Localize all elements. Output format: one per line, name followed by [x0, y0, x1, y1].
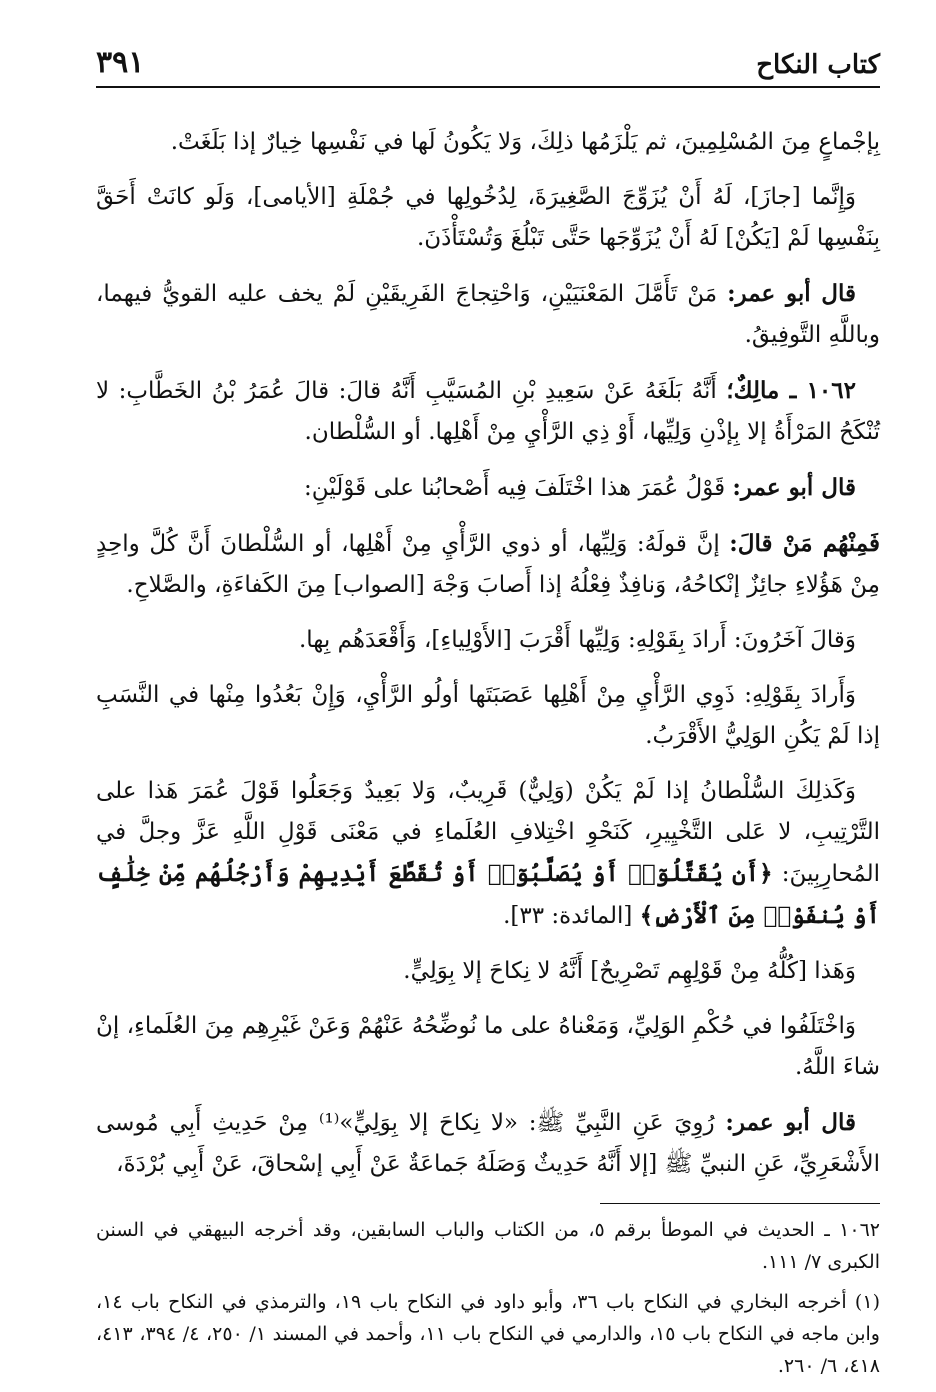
paragraph-text: وَهَذا [كُلُّهُ مِنْ قَوْلِهِم تَصْرِيحٌ] أَنَّهُ لا نِكاحَ إلا بِوَلِيٍّ. [403, 958, 856, 984]
paragraph [96, 523, 880, 606]
paragraph [96, 771, 880, 937]
book-title: كتاب النكاح [756, 50, 880, 80]
quran-verse: ﴿أَن يُقَتَّلُوٓا۟ أَوْ يُصَلَّبُوٓا۟ أَوْ تُقَطَّعَ أَيْدِيهِمْ وَأَرْجُلُهُم مِّنْ خِلَٰفٍ أَوْ يُنفَوْا۟ مِنَ ٱلْأَرْضِ﴾ [96, 860, 880, 929]
paragraph [96, 951, 880, 992]
paragraph-lead: قال أبو عمر: [732, 474, 856, 501]
footnote-separator [600, 1203, 880, 1204]
paragraph-text: وَقالَ آخَرُونَ: أَرادَ بِقَوْلِهِ: وَلِيِّها أَقْرَبَ [الأَوْلِياءِ]، وَأَقْعَدَهُم بِها. [298, 627, 856, 653]
paragraph-text: قَوْلُ عُمَرَ هذا اخْتَلَفَ فِيه أَصْحابُنا على قَوْلَيْنِ: [304, 475, 733, 501]
verse-reference: [المائدة: ٣٣]. [503, 903, 640, 929]
paragraph [96, 1006, 880, 1088]
paragraph-text: بِإجْماعٍ مِنَ المُسْلِمِينَ، ثم يَلْزَمُها ذلِكَ، وَلا يَكُونُ لَها في نَفْسِها خِيارٌ إذا بَلَغَتْ. [170, 129, 880, 155]
footnotes [96, 1214, 880, 1382]
paragraph-text: إنَّ قولَهُ: وَلِيِّها، أو ذوي الرَّأْيِ مِنْ أَهْلِها، أو السُّلْطانَ أَنَّ كُلَّ واحِدٍ مِنْ هَؤُلاءِ جائِزٌ إنْكاحُهُ، وَنافِذٌ فِعْلُهُ إذا أَصابَ وَجْهَ [الصواب] مِنَ الكَفاءَةِ، والصَّلاحِ. [96, 531, 880, 598]
footnote: ١٠٦٢ ـ الحديث في الموطأ برقم ٥، من الكتاب والباب السابقين، وقد أخرجه البيهقي في السنن الكبرى ٧/ ١١١. [96, 1219, 880, 1273]
paragraph-text: مَنْ تَأَمَّلَ المَعْنَيَيْنِ، وَاحْتِجاجَ الفَرِيقَيْنِ لَمْ يخف عليه القويُّ فيهما، وباللَّهِ التَّوفِيقُ. [96, 281, 880, 348]
paragraph-text: رُوِيَ عَنِ النَّبِيِّ ﷺ: «لا نِكاحَ إلا بِوَلِيٍّ»⁽¹⁾ مِنْ حَدِيثِ أَبِي مُوسى الأَشْعَرِيِّ، عَنِ النبيِّ ﷺ [إلا أَنَّهُ حَدِيثٌ وَصَلَهُ جَماعَةٌ عَنْ أَبِي إسْحاقَ، عَنْ أَبِي بُرْدَةَ، [96, 1110, 880, 1177]
paragraph-lead: قال أبو عمر: [727, 280, 857, 307]
paragraph [96, 620, 880, 661]
hadith-paragraph [96, 370, 880, 453]
paragraph-lead: قال أبو عمر: [725, 1109, 856, 1136]
paragraph-text: وَكَذلِكَ السُّلْطانُ إذا لَمْ يَكُنْ (وَلِيٌّ) قَرِيبٌ، وَلا بَعِيدٌ وَجَعَلُوا قَوْلَ عُمَرَ هَذا على التَّرْتِيبِ، لا عَلى التَّخْيِيرِ، كَنَحْوِ اخْتِلافِ العُلَماءِ في مَعْنَى قَوْلِ اللَّهِ عَزَّ وجلَّ في المُحارِبِينَ: [96, 778, 880, 887]
running-header [96, 28, 880, 88]
paragraph [96, 273, 880, 356]
footnote: (١) أخرجه البخاري في النكاح باب ٣٦، وأبو داود في النكاح باب ١٩، والترمذي في النكاح باب ١٤، وابن ماجه في النكاح باب ١٥، والدارمي في النكاح باب ١١، وأحمد في المسند ١/ ٢٥٠، ٤/ ٣٩٤، ٤١٣، ٤١٨، ٦/ ٢٦٠. [96, 1291, 880, 1377]
paragraph-lead: فَمِنْهُم مَنْ قالَ: [729, 530, 881, 557]
paragraph [96, 177, 880, 259]
paragraph [96, 1102, 880, 1185]
paragraph-text: وَإِنَّما [جازَ]، لَهُ أَنْ يُزَوِّجَ الصَّغِيرَةَ، لِدُخُولِها في جُمْلَةِ [الأيامى]، وَلَو كانَتْ أَحَقَّ بِنَفْسِها لَمْ [يَكُنْ] لَهُ أَنْ يُزَوِّجَها حَتَّى تَبْلُغَ وَتُسْتَأْذَنَ. [96, 184, 880, 251]
page-number: ٣٩١ [96, 45, 145, 80]
paragraph-text: وَاخْتَلَفُوا في حُكْمِ الوَلِيِّ، وَمَعْناهُ على ما نُوضِّحُهُ عَنْهُمْ وَعَنْ غَيْرِهِم مِنَ العُلَماءِ، إنْ شاءَ اللَّهُ. [96, 1013, 880, 1080]
main-text [96, 122, 880, 1185]
paragraph [96, 675, 880, 757]
hadith-number: ١٠٦٢ ـ مالِكٌ؛ [726, 377, 856, 404]
paragraph-text: وَأَرادَ بِقَوْلِهِ: ذَوِي الرَّأْيِ مِنْ أَهْلِها عَصَبَتَها أولُو الرَّأْيِ، وَإِنْ بَعُدُوا مِنْها في النَّسَبِ إذا لَمْ يَكُنِ الوَلِيُّ الأَقْرَبُ. [96, 682, 880, 749]
paragraph [96, 467, 880, 509]
paragraph-text: أَنَّهُ بَلَغَهُ عَنْ سَعِيدِ بْنِ المُسَيَّبِ أَنَّهُ قالَ: قالَ عُمَرُ بْنُ الخَطَّابِ: لا تُنْكَحُ المَرْأَةُ إلا بِإذْنِ وَلِيِّها، أَوْ ذِي الرَّأْيِ مِنْ أَهْلِها. أو السُّلْطان. [96, 378, 880, 445]
paragraph [96, 122, 880, 163]
